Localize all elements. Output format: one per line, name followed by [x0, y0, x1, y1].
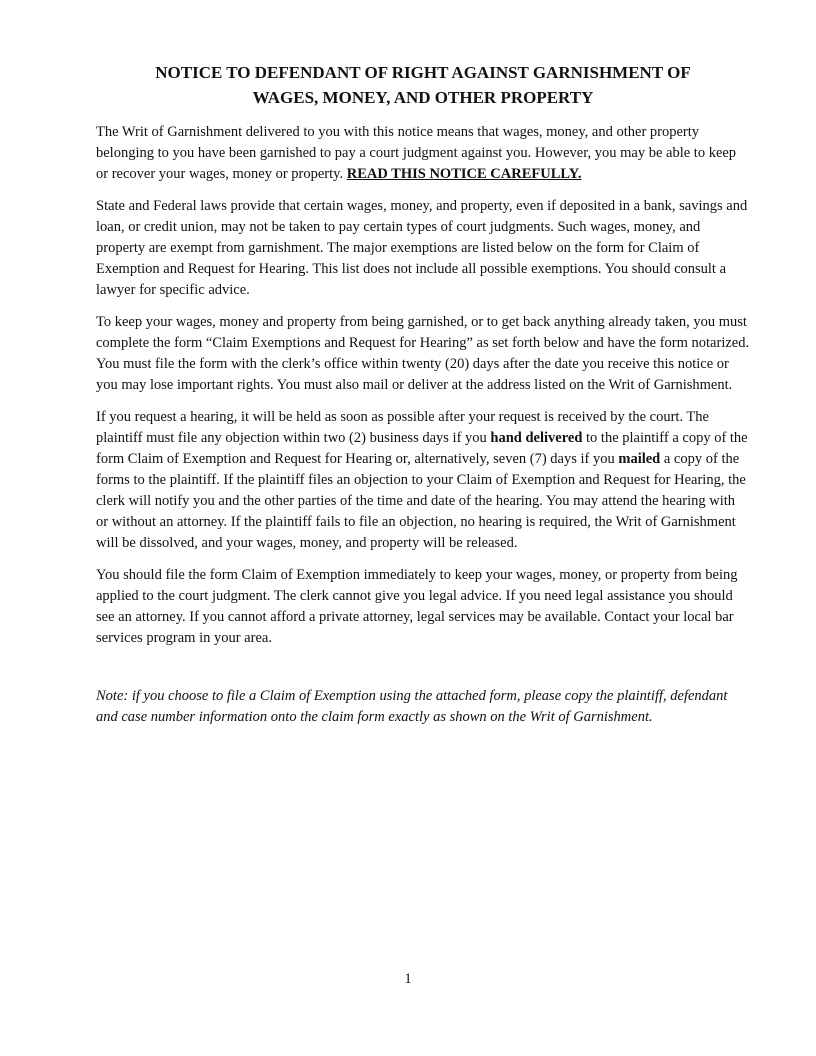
- read-notice-emphasis: READ THIS NOTICE CAREFULLY.: [346, 166, 582, 182]
- paragraph-file-claim: You should file the form Claim of Exemption immediately to keep your wages, money, or property from being applied to the court judgment. The clerk cannot give you legal advice. If you need legal assistance you should see an attorney. If you cannot afford a private attorney, legal services may be available. Contact your local bar services program in your area.: [96, 567, 738, 646]
- document-page: [96, 60, 750, 728]
- italic-note: Note: if you choose to file a Claim of Exemption using the attached form, please copy the plaintiff, defendant and case number information onto the claim form exactly as shown on the Writ of Garnishment.: [96, 688, 728, 725]
- document-title: [96, 60, 750, 110]
- mailed-bold: mailed: [618, 451, 661, 467]
- hearing-text-3: a copy of the forms to the plaintiff. If the plaintiff files an objection to your Claim of Exemption and Request for Hearing, the clerk will notify you and the other parties of the time and date of the hearing. You may attend the hearing with or without an attorney. If the plaintiff fails to file an objection, no hearing is required, the Writ of Garnishment will be dissolved, and your wages, money, and property will be released.: [96, 451, 746, 551]
- hearing-text-2: to the plaintiff a copy of the form Claim of Exemption and Request for Hearing or, alternatively, seven (7) days if you: [96, 430, 748, 467]
- hearing-text-1: If you request a hearing, it will be held as soon as possible after your request is received by the court. The plaintiff must file any objection within two (2) business days if you: [96, 409, 709, 446]
- paragraph-exemptions: State and Federal laws provide that certain wages, money, and property, even if deposited in a bank, savings and loan, or credit union, may not be taken to pay certain types of court judgments. Such wages, money, and property are exempt from garnishment. The major exemptions are listed below on the form for Claim of Exemption and Request for Hearing. This list does not include all possible exemptions. You should consult a lawyer for specific advice.: [96, 198, 748, 298]
- paragraph-writ-explanation: [96, 122, 750, 185]
- title-line-2: WAGES, MONEY, AND OTHER PROPERTY: [252, 88, 594, 107]
- title-line-1: NOTICE TO DEFENDANT OF RIGHT AGAINST GARNISHMENT OF: [155, 63, 691, 82]
- paragraph-1-text: The Writ of Garnishment delivered to you with this notice means that wages, money, and other property belonging to you have been garnished to pay a court judgment against you. However, you may be able to keep or recover your wages, money or property.: [96, 124, 737, 182]
- hand-delivered-bold: hand delivered: [490, 430, 583, 446]
- page-number: 1: [404, 971, 412, 987]
- paragraph-how-to-keep: To keep your wages, money and property from being garnished, or to get back anything already taken, you must complete the form “Claim Exemptions and Request for Hearing” as set forth below and have the form notarized. You must file the form with the clerk’s office within twenty (20) days after the date you receive this notice or you may lose important rights. You must also mail or deliver at the address listed on the Writ of Garnishment.: [96, 314, 750, 393]
- paragraph-hearing: [96, 407, 750, 554]
